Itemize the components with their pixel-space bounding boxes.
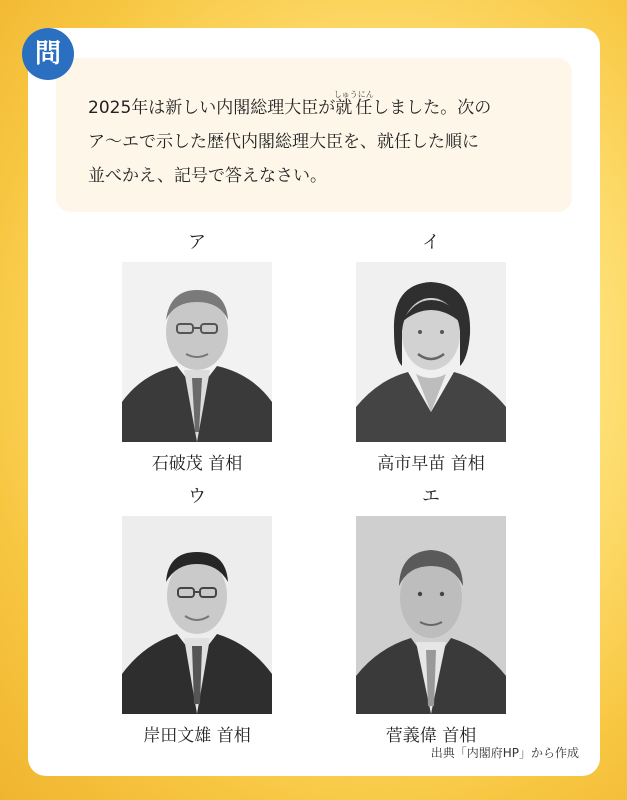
- portrait-photo: [122, 516, 272, 714]
- ruby-base: 就任: [333, 98, 374, 118]
- option-label: ウ: [188, 486, 206, 507]
- portrait-image: [122, 516, 272, 714]
- portrait-photo: [356, 262, 506, 442]
- question-line-3: 並べかえ、記号で答えなさい。: [88, 166, 328, 186]
- ruby-word: [333, 90, 374, 118]
- option-i: [356, 230, 506, 476]
- portrait-photo: [356, 516, 506, 714]
- question-badge: 問: [22, 28, 74, 80]
- question-line-1-end: しました。次の: [372, 98, 492, 118]
- option-a: [122, 230, 272, 476]
- question-line-1-start: 2025年は新しい内閣総理大臣が: [88, 98, 336, 118]
- source-note: 出典「内閣府HP」から作成: [430, 746, 579, 760]
- question-line-1: [88, 90, 558, 125]
- option-caption: 菅義偉 首相: [385, 726, 477, 746]
- question-text: [88, 90, 558, 193]
- portrait-image: [122, 262, 272, 442]
- option-label: イ: [422, 232, 440, 253]
- portrait-image: [356, 516, 506, 714]
- option-caption: 石破茂 首相: [151, 454, 243, 474]
- option-label: ア: [188, 232, 206, 253]
- option-caption: 高市早苗 首相: [377, 454, 485, 474]
- option-u: [122, 484, 272, 748]
- question-line-2: ア〜エで示した歴代内閣総理大臣を、就任した順に: [88, 132, 479, 152]
- portrait-image: [356, 262, 506, 442]
- portrait-photo: [122, 262, 272, 442]
- ruby-reading: しゅうにん: [333, 90, 374, 99]
- option-label: エ: [422, 486, 440, 507]
- option-caption: 岸田文雄 首相: [143, 726, 251, 746]
- question-box: [56, 58, 572, 212]
- option-e: [356, 484, 506, 748]
